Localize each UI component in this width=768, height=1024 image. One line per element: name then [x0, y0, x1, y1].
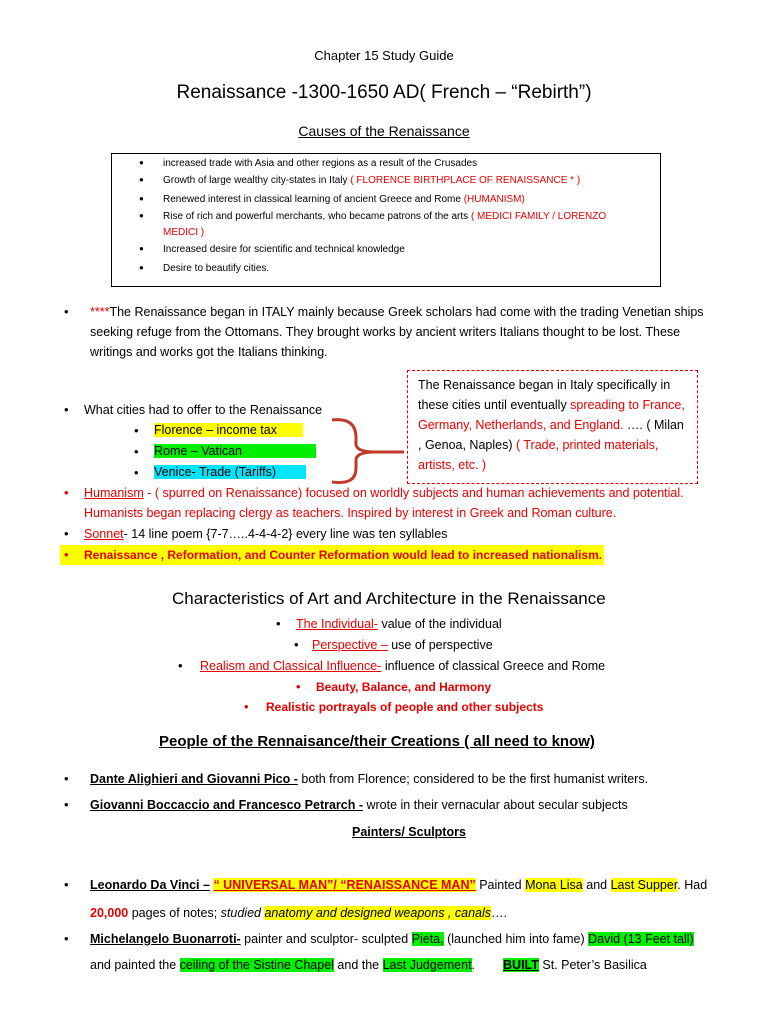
bullet: •: [134, 423, 139, 438]
chapter-label: Chapter 15 Study Guide: [314, 48, 454, 63]
humanism-line: Humanists began replacing clergy as teachers. Inspired by interest in Greek and Roman culture.: [84, 506, 617, 520]
bullet: •: [64, 771, 69, 786]
cause-item-cont: MEDICI ): [163, 227, 205, 238]
people-item: Giovanni Boccaccio and Francesco Petrarch - wrote in their vernacular about secular subjects: [90, 798, 628, 812]
art-item: Realistic portrayals of people and other subjects: [266, 700, 544, 714]
people-heading: People of the Rennaisance/their Creations ( all need to know): [159, 733, 595, 750]
people-item: Dante Alighieri and Giovanni Pico - both from Florence; considered to be the first humanist writers.: [90, 772, 649, 786]
nationalism-line: Renaissance , Reformation, and Counter Reformation would lead to increased nationalism.: [84, 548, 603, 562]
bullet: •: [134, 444, 139, 459]
causes-heading: Causes of the Renaissance: [298, 123, 470, 139]
causes-list: [111, 153, 659, 285]
bullet: •: [64, 485, 69, 500]
bullet: •: [64, 877, 69, 892]
bullet: ●: [139, 194, 144, 203]
bullet: ●: [139, 244, 144, 253]
bullet: •: [64, 931, 69, 946]
city-florence: Florence – income tax: [154, 423, 303, 437]
italy-para-line: ****The Renaissance began in ITALY mainly because Greek scholars had come with the trading Venetian ships: [90, 305, 704, 319]
bullet: ●: [139, 263, 144, 272]
bullet: ●: [139, 211, 144, 220]
art-item: The Individual- value of the individual: [296, 617, 502, 631]
note-line: artists, etc. ): [418, 458, 487, 472]
cause-item: Desire to beautify cities.: [163, 263, 270, 274]
art-heading: Characteristics of Art and Architecture in the Renaissance: [172, 589, 606, 608]
bullet: •: [64, 797, 69, 812]
italy-para-line: writings and works got the Italians thinking.: [90, 345, 328, 359]
cause-item: Renewed interest in classical learning of ancient Greece and Rome (HUMANISM): [163, 194, 525, 205]
humanism-line: Humanism - ( spurred on Renaissance) focused on worldly subjects and human achievements and potential.: [84, 486, 684, 500]
cause-item: increased trade with Asia and other regions as a result of the Crusades: [163, 158, 478, 169]
city-venice: Venice- Trade (Tariffs): [154, 465, 306, 479]
michelangelo-line: Michelangelo Buonarroti- painter and sculptor- sculpted Pieta, (launched him into fame) David (13 Feet tall): [90, 932, 694, 946]
page-title: Renaissance -1300-1650 AD( French – “Rebirth”): [176, 82, 592, 103]
bullet: •: [64, 547, 69, 562]
bullet: •: [134, 465, 139, 480]
note-line: these cities until eventually spreading to France,: [418, 398, 685, 412]
italy-para-line: seeking refuge from the Ottomans. They brought works by ancient writers Italians thought to be lost. These: [90, 325, 681, 339]
cause-item: Increased desire for scientific and technical knowledge: [163, 244, 405, 255]
painters-heading: Painters/ Sculptors: [352, 825, 466, 839]
bullet: •: [244, 699, 249, 714]
art-item: Realism and Classical Influence- influence of classical Greece and Rome: [200, 659, 606, 673]
art-item: Perspective – use of perspective: [312, 638, 493, 652]
bullet: •: [294, 637, 299, 652]
curly-brace-icon: [328, 414, 408, 486]
bullet: ●: [139, 175, 144, 184]
bullet: •: [64, 526, 69, 541]
bullet: •: [178, 658, 183, 673]
sonnet-line: Sonnet- 14 line poem {7-7…..4-4-4-2} every line was ten syllables: [84, 527, 448, 541]
bullet: •: [64, 304, 69, 319]
cause-item: Growth of large wealthy city-states in Italy ( FLORENCE BIRTHPLACE OF RENAISSANCE * ): [163, 175, 581, 186]
cities-question: What cities had to offer to the Renaissance: [84, 403, 323, 417]
leonardo-line: 20,000 pages of notes; studied anatomy and designed weapons , canals….: [90, 906, 507, 920]
art-item: Beauty, Balance, and Harmony: [316, 680, 492, 694]
bullet: ●: [139, 158, 144, 167]
note-line: The Renaissance began in Italy specifically in: [418, 378, 671, 392]
city-rome: Rome – Vatican: [154, 444, 316, 458]
cause-item: Rise of rich and powerful merchants, who became patrons of the arts ( MEDICI FAMILY / LORENZO: [163, 211, 607, 222]
bullet: •: [64, 402, 69, 417]
note-line: Germany, Netherlands, and England. …. ( Milan: [418, 418, 684, 432]
bullet: •: [276, 616, 281, 631]
bullet: •: [296, 679, 301, 694]
leonardo-line: Leonardo Da Vinci – “ UNIVERSAL MAN”/ “RENAISSANCE MAN” Painted Mona Lisa and Last Supper. Had: [90, 878, 708, 892]
michelangelo-line: and painted the ceiling of the Sistine Chapel and the Last Judgement. BUILT St. Peter’s Basilica: [90, 958, 647, 972]
note-line: , Genoa, Naples) ( Trade, printed materials,: [418, 438, 659, 452]
